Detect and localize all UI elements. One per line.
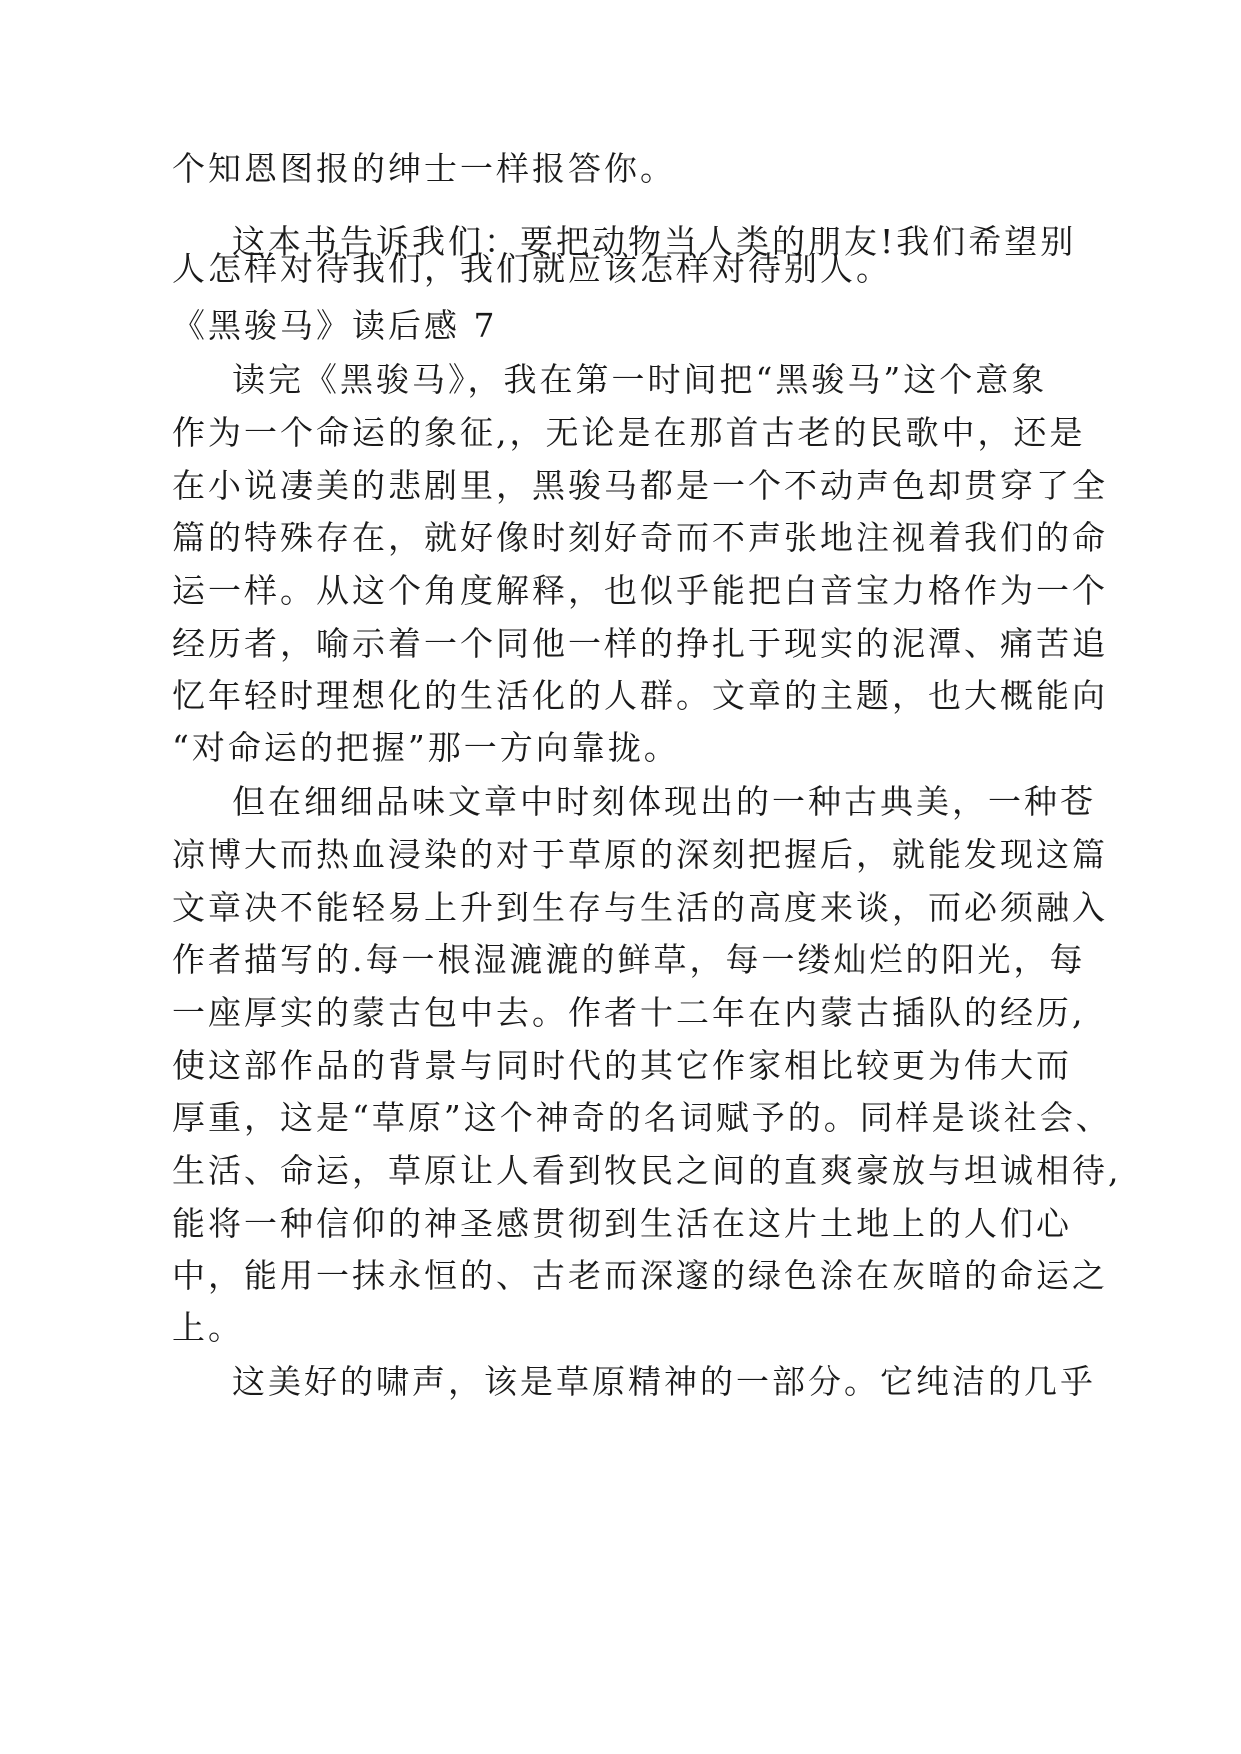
- text-line: 在小说凄美的悲剧里，黑骏马都是一个不动声色却贯穿了全: [172, 466, 1108, 505]
- text-line: “对命运的把握”那一方向靠拢。: [172, 728, 680, 767]
- text-line: 厚重，这是“草原”这个神奇的名词赋予的。同样是谈社会、: [172, 1098, 1112, 1137]
- text-line: 个知恩图报的绅士一样报答你。: [172, 149, 676, 188]
- text-line: 作者描写的.每一根湿漉漉的鲜草，每一缕灿烂的阳光，每: [172, 940, 1086, 979]
- text-line: 凉博大而热血浸染的对于草原的深刻把握后，就能发现这篇: [172, 835, 1108, 874]
- paragraph-start-line: 但在细细品味文章中时刻体现出的一种古典美，一种苍: [232, 782, 1096, 821]
- text-line: 生活、命运，草原让人看到牧民之间的直爽豪放与坦诚相待,: [172, 1151, 1122, 1190]
- text-line: 能将一种信仰的神圣感贯彻到生活在这片土地上的人们心: [172, 1204, 1072, 1243]
- text-line: 中，能用一抹永恒的、古老而深邃的绿色涂在灰暗的命运之: [172, 1256, 1108, 1295]
- text-line: 篇的特殊存在，就好像时刻好奇而不声张地注视着我们的命: [172, 518, 1108, 557]
- paragraph-start-line: 读完《黑骏马》，我在第一时间把“黑骏马”这个意象: [232, 360, 1048, 399]
- text-line: 一座厚实的蒙古包中去。作者十二年在内蒙古插队的经历,: [172, 993, 1086, 1032]
- text-line: 文章决不能轻易上升到生存与生活的高度来谈，而必须融入: [172, 888, 1108, 927]
- text-line: 忆年轻时理想化的生活化的人群。文章的主题，也大概能向: [172, 676, 1108, 715]
- text-line: 经历者，喻示着一个同他一样的挣扎于现实的泥潭、痛苦追: [172, 624, 1108, 663]
- text-line: 上。: [172, 1308, 244, 1347]
- text-line: 使这部作品的背景与同时代的其它作家相比较更为伟大而: [172, 1046, 1072, 1085]
- paragraph-start-line: 这美好的啸声，该是草原精神的一部分。它纯洁的几乎: [232, 1362, 1096, 1401]
- paragraph-start-line: 这本书告诉我们：要把动物当人类的朋友!我们希望别: [232, 222, 1077, 261]
- section-heading: 《黑骏马》读后感 7: [172, 306, 498, 345]
- text-line: 作为一个命运的象征,，无论是在那首古老的民歌中，还是: [172, 413, 1086, 452]
- text-line: 人怎样对待我们，我们就应该怎样对待别人。: [172, 249, 892, 288]
- text-line: 运一样。从这个角度解释，也似乎能把白音宝力格作为一个: [172, 571, 1108, 610]
